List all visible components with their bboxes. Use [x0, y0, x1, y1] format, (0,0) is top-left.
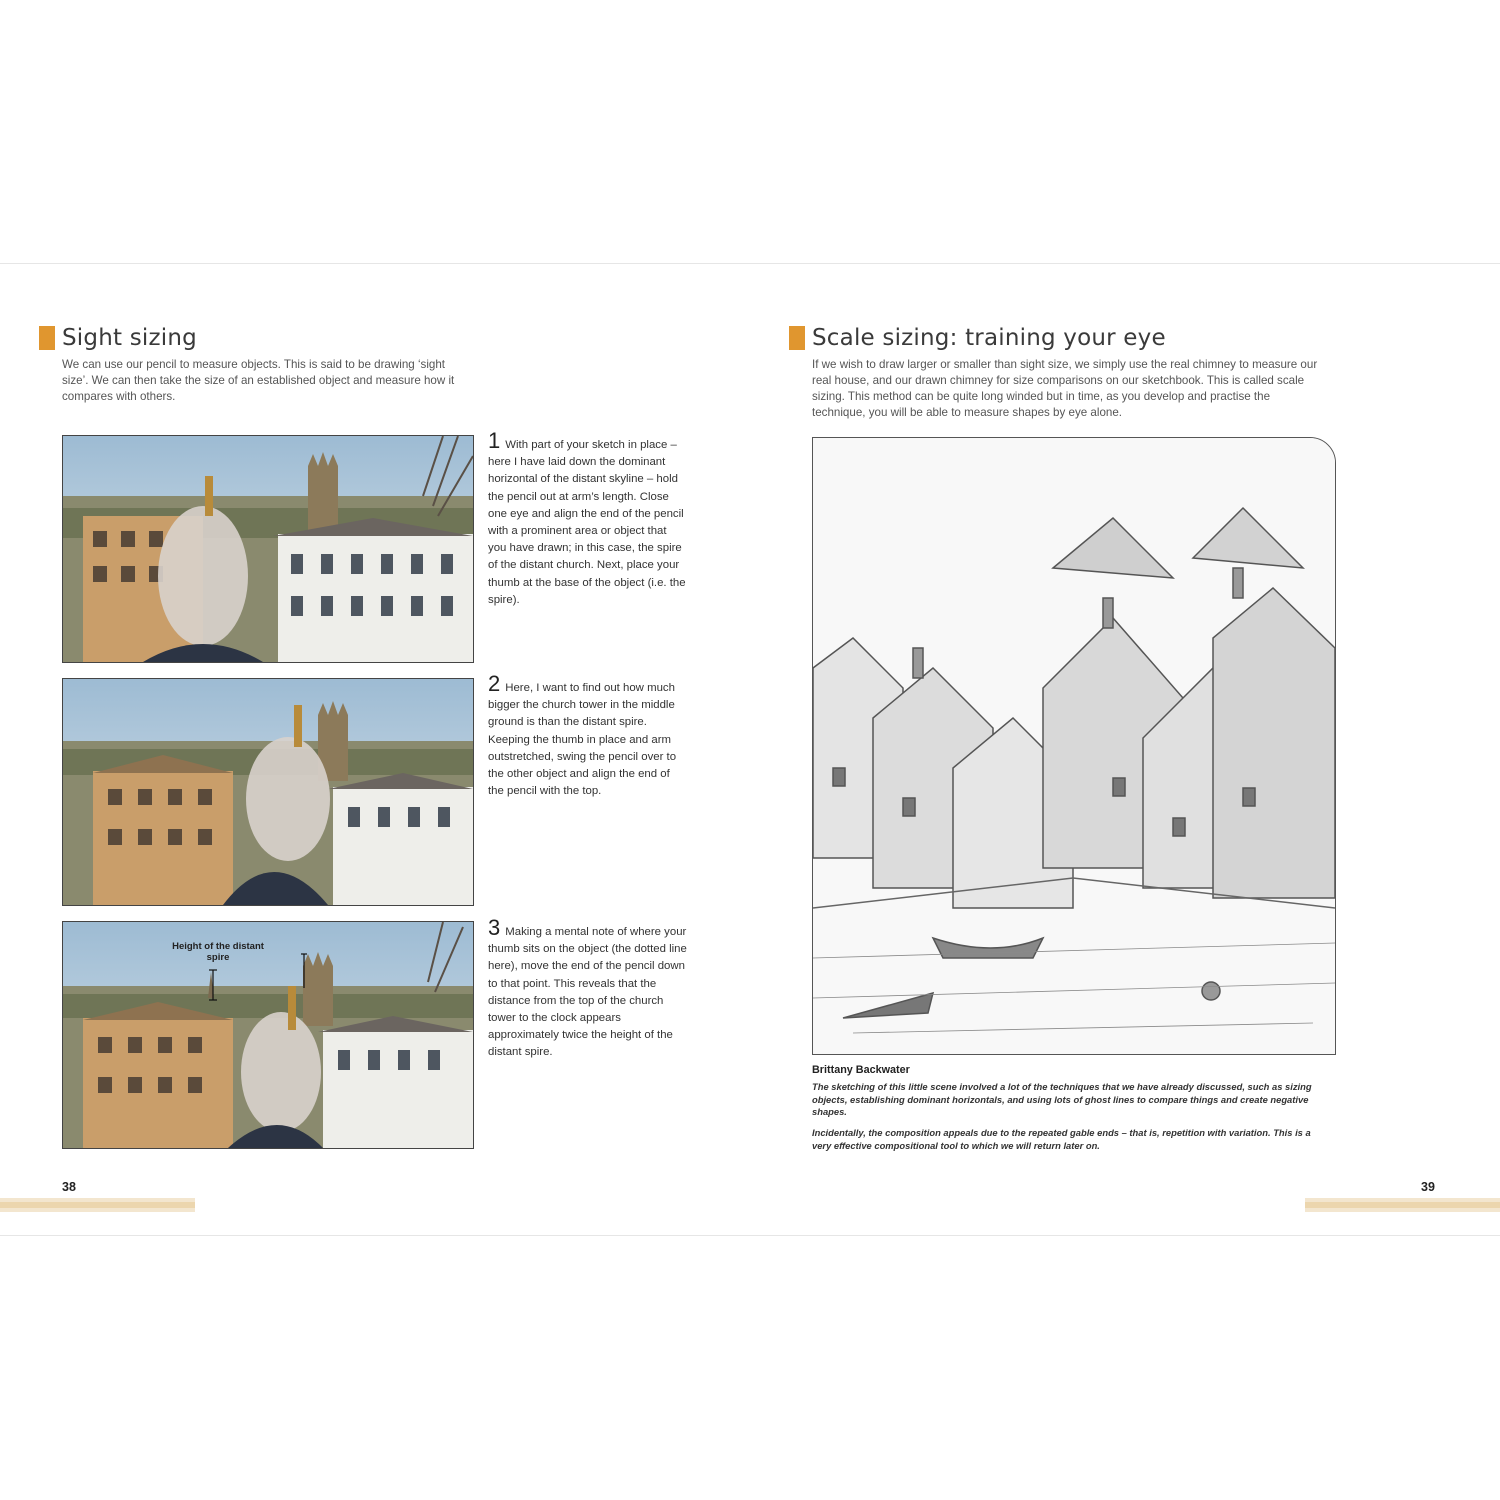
left-decorative-band	[0, 1198, 195, 1212]
right-heading	[789, 325, 1166, 351]
pencil-sketch-image	[812, 437, 1336, 1055]
caption-paragraph-1: The sketching of this little scene involved a lot of the techniques that we have already discussed, such as sizing objects, establishing dominant horizontals, and using lots of ghost lines to compare things and create negative shapes.	[812, 1081, 1312, 1118]
caption-paragraph-2: Incidentally, the composition appeals due to the repeated gable ends – that is, repetition with variation. This is a very effective compositional tool to which we will return later on.	[812, 1127, 1311, 1151]
step-2-text	[488, 671, 688, 800]
step-3-photo	[62, 921, 474, 1149]
step-2-number: 2	[488, 671, 501, 696]
heading-accent-bar	[39, 326, 55, 350]
step-3-number: 3	[488, 915, 501, 940]
left-intro: We can use our pencil to measure objects. This is said to be drawing ‘sight size’. We can then take the size of an established object and measure how it compares with others.	[62, 358, 455, 403]
right-decorative-band	[1305, 1198, 1500, 1212]
step-1-photo	[62, 435, 474, 663]
heading-accent-bar	[789, 326, 805, 350]
step-2-body: Here, I want to find out how much bigger the church tower in the middle ground is than the distant spire. Keeping the thumb in place and arm outstretched, swing the pencil over to the other object and align the end of the pencil with the top.	[488, 682, 677, 798]
left-heading	[39, 325, 197, 351]
right-intro: If we wish to draw larger or smaller than sight size, we simply use the real chimney to measure our real house, and our drawn chimney for size comparisons on our sketchbook. This is called scale sizing. This method can be quite long winded but in time, as you develop and practise the technique, you will be able to measure shapes by eye alone.	[812, 358, 1318, 419]
caption-title: Brittany Backwater	[812, 1064, 910, 1076]
step-3-body: Making a mental note of where your thumb sits on the object (the dotted line here), move the end of the pencil down to that point. This reveals that the distance from the top of the church tower to the clock appears approximately twice the height of the distant spire.	[488, 926, 687, 1059]
step-1-text	[488, 428, 688, 609]
spire-height-annotation: Height of the distant spire	[172, 941, 264, 963]
left-page-number: 38	[62, 1180, 76, 1194]
step-1-body: With part of your sketch in place – here I have laid down the dominant horizontal of the distant skyline – hold the pencil out at arm’s length. Close one eye and align the end of the pencil with a prominent area or object that you have drawn; in this case, the spire of the distant church. Next, place your thumb at the base of the object (i.e. the spire).	[488, 439, 686, 606]
step-3-text	[488, 915, 688, 1062]
right-heading-text: Scale sizing: training your eye	[812, 325, 1166, 351]
step-2-photo	[62, 678, 474, 906]
step-1-number: 1	[488, 428, 501, 453]
right-page-number: 39	[1421, 1180, 1435, 1194]
left-heading-text: Sight sizing	[62, 325, 197, 351]
